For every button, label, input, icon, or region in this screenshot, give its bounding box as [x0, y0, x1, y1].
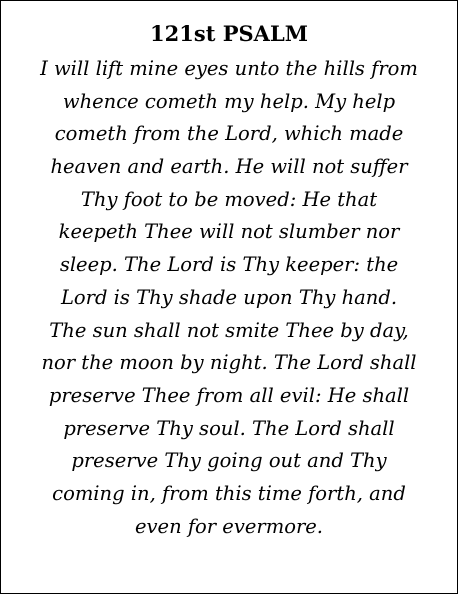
verse-line: keepeth Thee will not slumber nor	[58, 220, 400, 244]
verse-line: heaven and earth. He will not suffer	[50, 155, 408, 179]
page-title: 121st PSALM	[150, 21, 308, 46]
verse-line: even for evermore.	[134, 514, 324, 538]
verse-line: The sun shall not smite Thee by day,	[49, 318, 409, 342]
verse-line: I will lift mine eyes unto the hills from	[40, 57, 418, 80]
verse-line: sleep. The Lord is Thy keeper: the	[59, 253, 399, 277]
verse-line: coming in, from this time forth, and	[52, 481, 406, 505]
verse-line: whence cometh my help. My help	[62, 89, 396, 113]
verse-line: preserve Thee from all evil: He shall	[48, 383, 410, 407]
psalm-verse	[1, 53, 457, 543]
verse-line: Thy foot to be moved: He that	[80, 187, 378, 211]
verse-line: preserve Thy going out and Thy	[71, 449, 387, 473]
verse-line: Lord is Thy shade upon Thy hand.	[60, 285, 398, 309]
verse-line: nor the moon by night. The Lord shall	[41, 351, 417, 375]
verse-line: cometh from the Lord, which made	[54, 122, 404, 146]
verse-line: preserve Thy soul. The Lord shall	[63, 416, 395, 440]
